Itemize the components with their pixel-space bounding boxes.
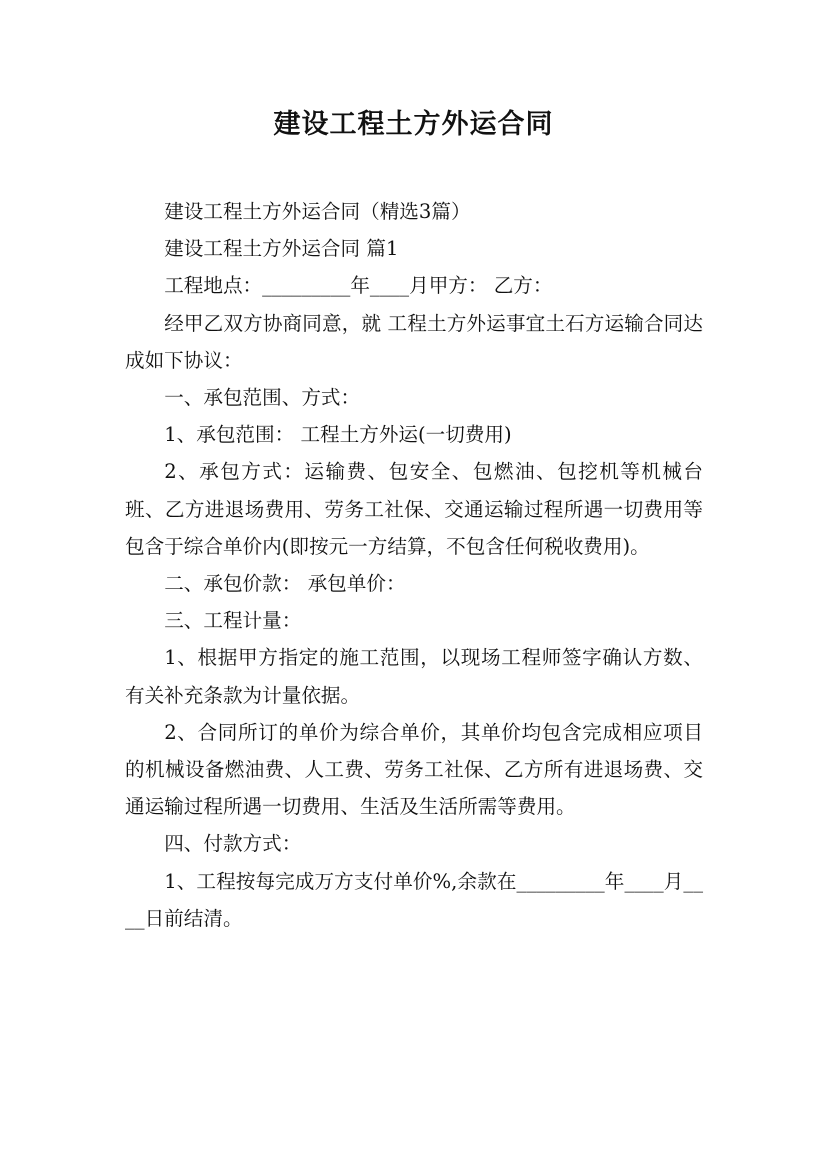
- paragraph: 2、合同所订的单价为综合单价，其单价均包含完成相应项目的机械设备燃油费、人工费、劳务工社保、乙方所有进退场费、交通运输过程所遇一切费用、生活及生活所需等费用。: [125, 720, 703, 819]
- document-body: [125, 193, 703, 937]
- paragraph: 工程地点：_________年____月甲方： 乙方：: [164, 274, 553, 298]
- paragraph: 1、根据甲方指定的施工范围，以现场工程师签字确认方数、有关补充条款为计量依据。: [125, 646, 703, 707]
- paragraph: 1、工程按每完成万方支付单价%,余款在_________年____月____日前结清。: [125, 869, 703, 930]
- paragraph: 2、承包方式：运输费、包安全、包燃油、包挖机等机械台班、乙方进退场费用、劳务工社保、交通运输过程所遇一切费用等包含于综合单价内(即按元一方结算，不包含任何税收费用)。: [125, 460, 703, 558]
- paragraph: 四、付款方式：: [164, 832, 302, 856]
- paragraph: 建设工程土方外运合同（精选3篇）: [164, 200, 471, 223]
- document-title: 建设工程土方外运合同: [273, 109, 554, 140]
- paragraph: 经甲乙双方协商同意，就 工程土方外运事宜土石方运输合同达成如下协议：: [125, 311, 703, 372]
- paragraph: 建设工程土方外运合同 篇1: [164, 237, 399, 261]
- paragraph: 二、承包价款： 承包单价：: [164, 572, 406, 596]
- paragraph: 三、工程计量：: [164, 609, 302, 633]
- paragraph: 一、承包范围、方式：: [164, 386, 361, 410]
- paragraph: 1、承包范围： 工程土方外运(一切费用): [164, 423, 512, 447]
